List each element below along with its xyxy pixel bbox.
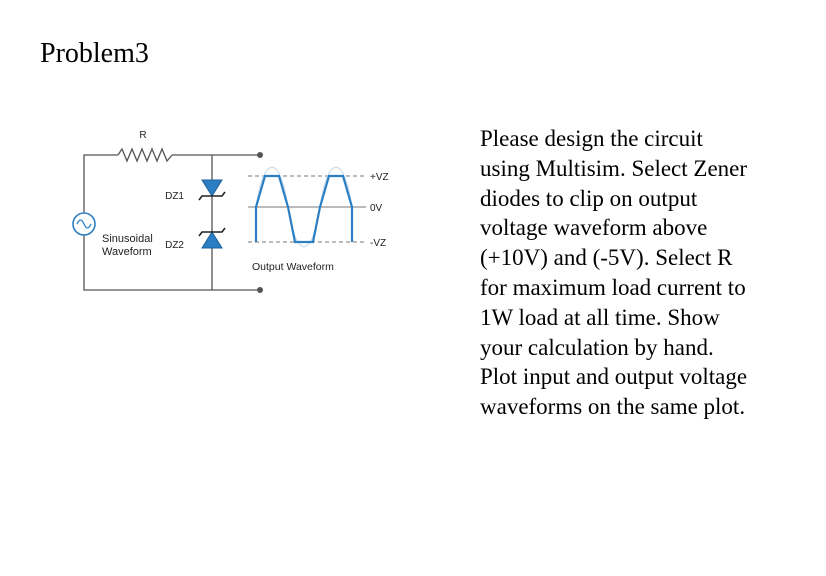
- problem-line: Please design the circuit: [480, 126, 703, 151]
- problem-title: Problem3: [40, 38, 149, 69]
- problem-statement: [480, 124, 780, 422]
- problem-line: waveforms on the same plot.: [480, 394, 746, 420]
- resistor-label: R: [139, 130, 147, 141]
- output-terminal-top: [257, 152, 263, 158]
- zener-clipper-circuit: [60, 118, 420, 308]
- problem-line: Plot input and output voltage: [480, 364, 748, 390]
- neg-level-label: -VZ: [370, 238, 387, 249]
- output-terminal-bottom: [257, 287, 263, 293]
- problem-line: voltage waveform above: [480, 215, 708, 241]
- output-waveform-plot: [248, 167, 389, 249]
- problem-line: (+10V) and (-5V). Select R: [480, 245, 733, 271]
- resistor-symbol: [118, 149, 172, 161]
- circuit-wires: [84, 155, 258, 290]
- problem-line: 1W load at all time. Show: [480, 304, 720, 330]
- clipped-output-wave: [256, 176, 352, 242]
- source-label-line1: Sinusoidal: [102, 233, 153, 245]
- output-waveform-label: Output Waveform: [252, 261, 334, 273]
- source-label-line2: Waveform: [102, 246, 152, 258]
- problem-line: using Multisim. Select Zener: [480, 155, 748, 181]
- zener1-label: DZ1: [165, 191, 184, 202]
- problem-line: diodes to clip on output: [480, 185, 698, 211]
- zener2-label: DZ2: [165, 240, 184, 251]
- pos-level-label: +VZ: [370, 172, 389, 183]
- problem-line: your calculation by hand.: [480, 334, 714, 360]
- problem-line: for maximum load current to: [480, 274, 746, 300]
- zero-level-label: 0V: [370, 203, 383, 214]
